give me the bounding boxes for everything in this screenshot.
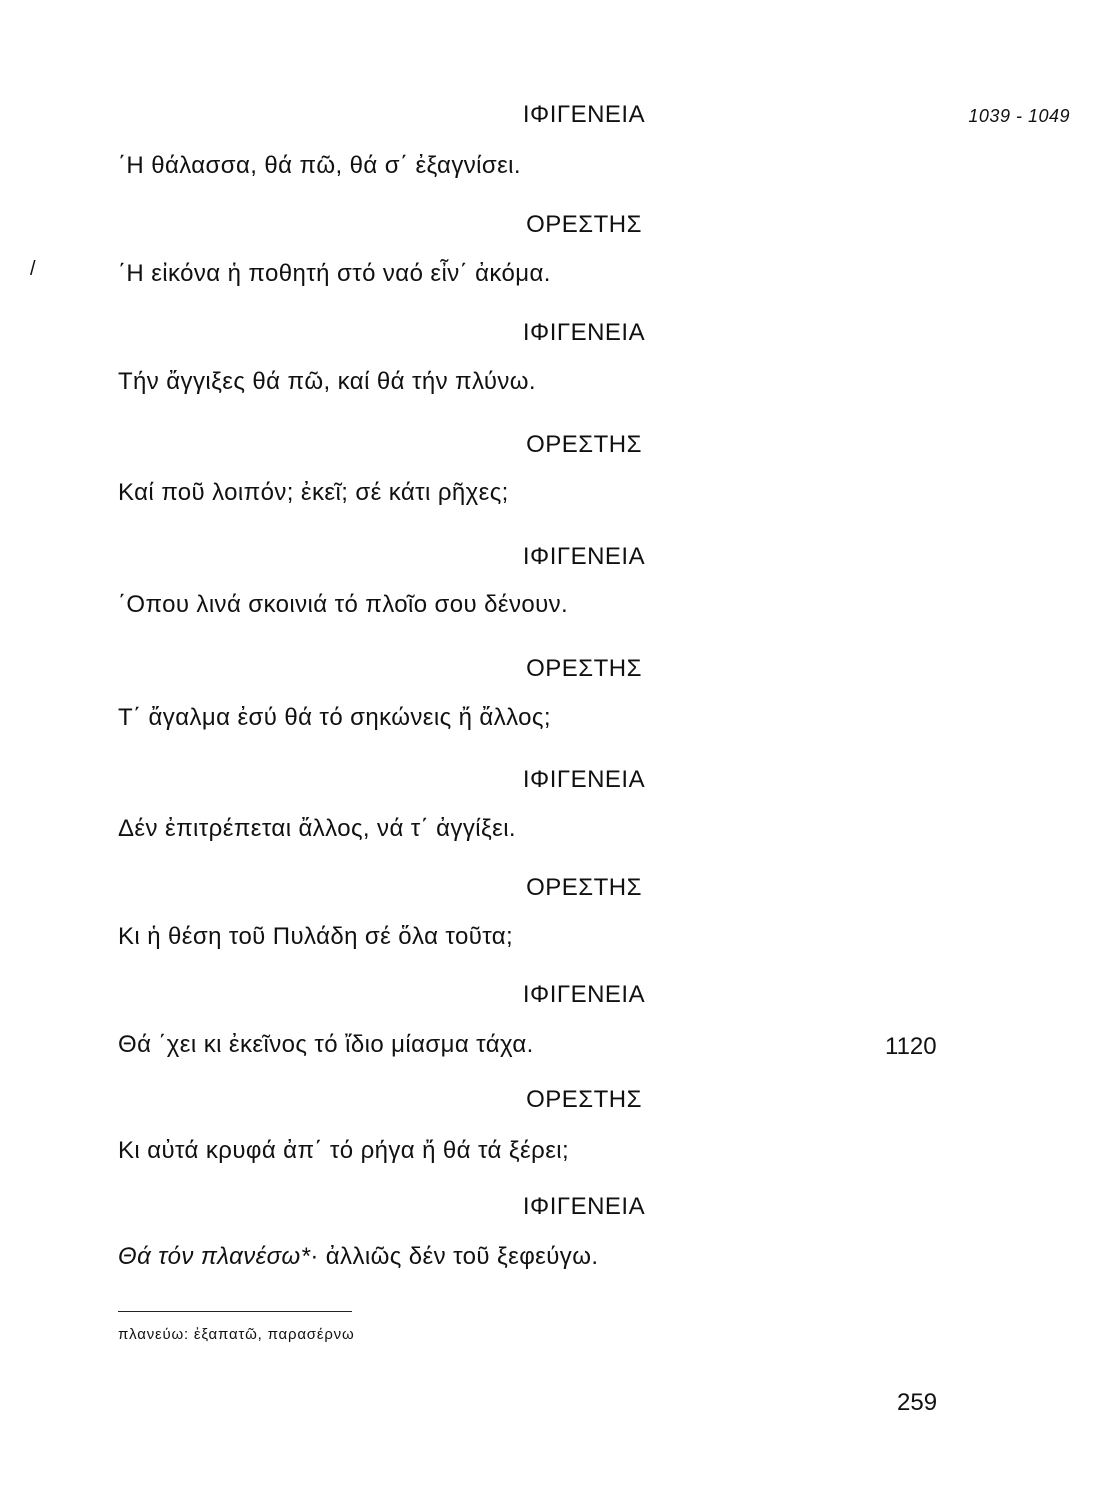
speaker-name: ΟΡΕΣΤΗΣ [526,431,642,458]
footnote: πλανεύω: ἐξαπατῶ, παρασέρνω [118,1326,355,1343]
speaker-name: ΟΡΕΣΤΗΣ [526,655,642,682]
dialogue-line: ΄Η θάλασσα, θά πῶ, θά σ΄ ἐξαγνίσει. [118,152,521,179]
margin-mark: / [30,258,36,280]
line-rest: · ἀλλιῶς δέν τοῦ ξεφεύγω. [310,1243,599,1270]
dialogue-line: Τ΄ ἄγαλμα ἐσύ θά τό σηκώνεις ἤ ἄλλος; [118,704,551,731]
dialogue-line: ΄Η εἰκόνα ἡ ποθητή στό ναό εἶν΄ ἀκόμα. [118,260,551,287]
dialogue-line: Δέν ἐπιτρέπεται ἄλλος, νά τ΄ ἀγγίξει. [118,815,516,842]
speaker-name: ΟΡΕΣΤΗΣ [526,211,642,238]
page-number: 259 [897,1389,938,1416]
line-number: 1120 [885,1033,937,1060]
speaker-name: ΟΡΕΣΤΗΣ [526,874,642,901]
dialogue-line: Θά ΄χει κι ἐκεῖνος τό ἴδιο μίασμα τάχα. [118,1031,534,1058]
dialogue-line: Κι αὐτά κρυφά ἀπ΄ τό ρήγα ἤ θά τά ξέρει; [118,1137,570,1164]
speaker-name: ΟΡΕΣΤΗΣ [526,1086,642,1113]
speaker-name: ΙΦΙΓΕΝΕΙΑ [522,766,646,793]
speaker-name: ΙΦΙΓΕΝΕΙΑ [522,1193,646,1220]
italic-phrase: Θά τόν πλανέσω* [118,1243,311,1270]
dialogue-line: ΄Οπου λινά σκοινιά τό πλοῖο σου δένουν. [118,591,569,618]
dialogue-line [118,1243,598,1271]
speaker-name: ΙΦΙΓΕΝΕΙΑ [522,319,646,346]
footnote-rule [118,1311,352,1312]
dialogue-line: Τήν ἄγγιξες θά πῶ, καί θά τήν πλύνω. [118,368,536,395]
speaker-name: ΙΦΙΓΕΝΕΙΑ [522,543,646,570]
dialogue-line: Καί ποῦ λοιπόν; ἐκεῖ; σέ κάτι ρῆχες; [118,479,509,506]
dialogue-line: Κι ἡ θέση τοῦ Πυλάδη σέ ὅλα τοῦτα; [118,923,514,950]
speaker-name: ΙΦΙΓΕΝΕΙΑ [522,981,646,1008]
speaker-name: ΙΦΙΓΕΝΕΙΑ [522,101,646,128]
verse-range: 1039 - 1049 [968,106,1070,126]
